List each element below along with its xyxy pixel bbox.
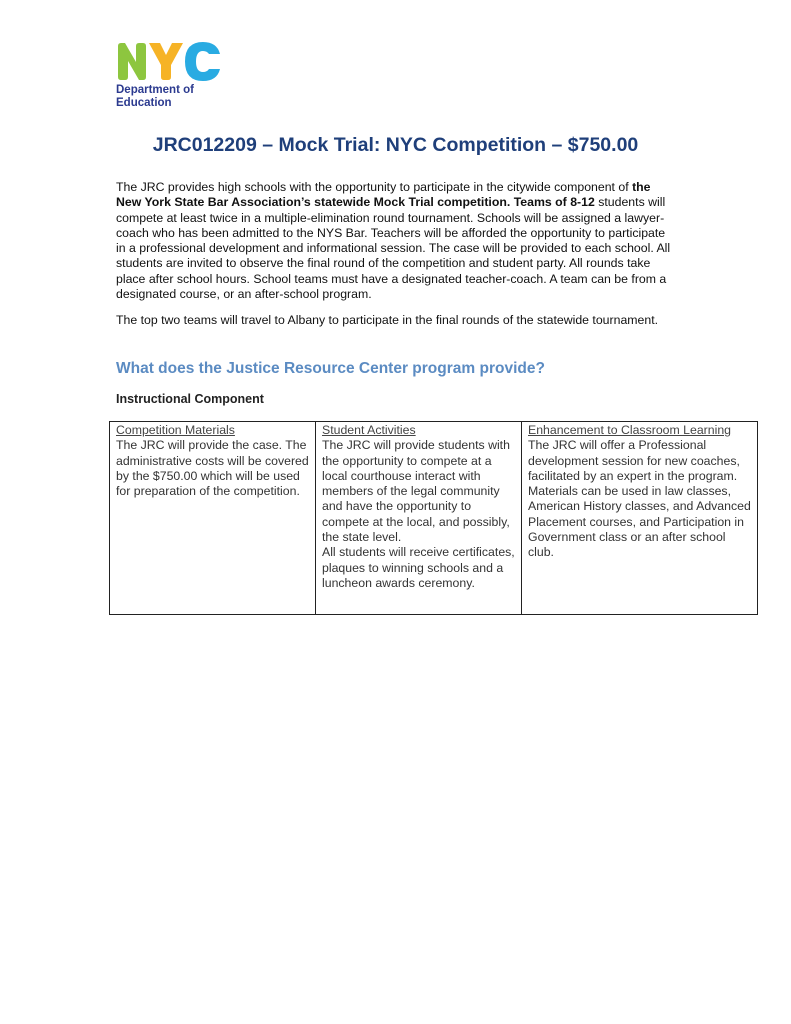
albany-paragraph: The top two teams will travel to Albany to participate in the final rounds of the statewide tournament. bbox=[116, 313, 659, 327]
intro-paragraph bbox=[116, 180, 676, 302]
logo-letter-y bbox=[149, 43, 183, 80]
logo-education-line: Education bbox=[116, 97, 172, 109]
intro-text-bold: the New York State Bar Association’s statewide Mock Trial competition. Teams of 8-12 bbox=[116, 180, 651, 210]
logo-letter-c bbox=[185, 42, 220, 81]
column-header-competition-materials: Competition Materials bbox=[116, 423, 235, 437]
cell-text-competition-materials: The JRC will provide the case. The administrative costs will be covered by the $750.00 which will be used for preparation of the competition. bbox=[116, 438, 309, 499]
cell-text-enhancement: The JRC will offer a Professional development session for new coaches, facilitated by an expert in the program. Materials can be used in law classes, American History classes, and Advanced Placement courses, and Participation in Government class or an after school club. bbox=[528, 438, 751, 560]
instructional-component-table bbox=[109, 421, 758, 615]
column-header-student-activities: Student Activities bbox=[322, 423, 416, 437]
page-title: JRC012209 – Mock Trial: NYC Competition – $750.00 bbox=[152, 134, 639, 156]
intro-text-start: The JRC provides high schools with the opportunity to participate in the citywide component of bbox=[116, 180, 633, 194]
nyc-doe-logo bbox=[116, 42, 226, 112]
table-cell-enhancement bbox=[522, 422, 758, 615]
nyc-logo-mark bbox=[116, 42, 222, 82]
section-heading: What does the Justice Resource Center program provide? bbox=[116, 360, 545, 377]
column-header-enhancement: Enhancement to Classroom Learning bbox=[528, 423, 732, 437]
subsection-heading: Instructional Component bbox=[116, 392, 264, 406]
table-cell-competition-materials bbox=[110, 422, 316, 615]
logo-letter-n bbox=[118, 43, 146, 80]
logo-department-line: Department of bbox=[116, 84, 194, 96]
intro-text-end: students will compete at least twice in a multiple-elimination round tournament. Schools will be assigned a lawyer-coach who has been admitted to the NYS Bar. Teachers will be afforded the opportunity to participate in a professional development and informational session. The case will be provided to each school. All students are invited to observe the final round of the competition and student party. All rounds take place after school hours. School teams must have a designated teacher-coach. A team can be from a designated course, or an after-school program. bbox=[116, 195, 671, 302]
table-cell-student-activities bbox=[316, 422, 522, 615]
table-row bbox=[110, 422, 758, 615]
cell-text-student-activities: The JRC will provide students with the opportunity to compete at a local courthouse interact with members of the legal community and have the opportunity to compete at the local, and possibly, the state level. All students will receive certificates, plaques to winning schools and a luncheon awards ceremony. bbox=[322, 438, 515, 590]
